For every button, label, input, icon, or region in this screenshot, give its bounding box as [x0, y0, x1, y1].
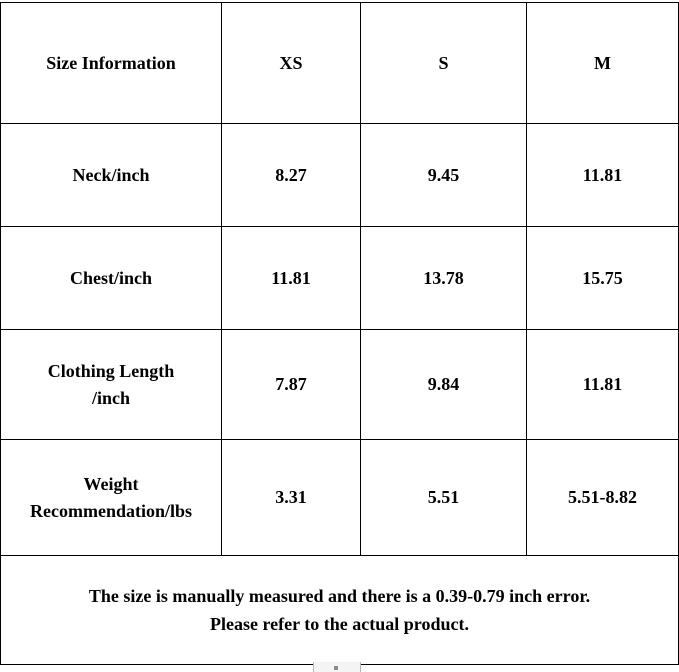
table-row-note [1, 556, 679, 665]
header-cell-size-information: Size Information [1, 3, 222, 124]
bottom-edge-strip [313, 662, 361, 672]
row-label-chest [1, 227, 222, 330]
cell-weight-s: 5.51 [361, 440, 527, 556]
row-label-clothing-length [1, 330, 222, 440]
row-label-clothing-length-line-2: /inch [91, 387, 130, 408]
row-label-weight-line-2: Recommendation/lbs [30, 500, 192, 521]
measurement-note-line-2: Please refer to the actual product. [210, 614, 469, 634]
strip-marker-icon [334, 666, 338, 670]
measurement-note [1, 556, 679, 665]
cell-chest-xs: 11.81 [222, 227, 361, 330]
cell-neck-xs: 8.27 [222, 124, 361, 227]
measurement-note-line-1: The size is manually measured and there is a 0.39-0.79 inch error. [88, 586, 591, 606]
row-label-weight-line-1: Weight [83, 473, 139, 494]
table-row-weight [1, 440, 679, 556]
row-label-weight [1, 440, 222, 556]
cell-weight-m: 5.51-8.82 [527, 440, 679, 556]
header-row [1, 3, 679, 124]
size-chart-table [0, 2, 679, 665]
row-label-neck-line: Neck/inch [72, 164, 150, 185]
cell-length-xs: 7.87 [222, 330, 361, 440]
cell-length-s: 9.84 [361, 330, 527, 440]
cell-chest-m: 15.75 [527, 227, 679, 330]
header-cell-xs: XS [222, 3, 361, 124]
cell-weight-xs: 3.31 [222, 440, 361, 556]
cell-neck-m: 11.81 [527, 124, 679, 227]
cell-neck-s: 9.45 [361, 124, 527, 227]
table-row-neck [1, 124, 679, 227]
row-label-chest-line: Chest/inch [69, 267, 152, 288]
row-label-neck [1, 124, 222, 227]
table-row-chest [1, 227, 679, 330]
header-cell-m: M [527, 3, 679, 124]
table-row-clothing-length [1, 330, 679, 440]
cell-length-m: 11.81 [527, 330, 679, 440]
cell-chest-s: 13.78 [361, 227, 527, 330]
header-cell-s: S [361, 3, 527, 124]
row-label-clothing-length-line-1: Clothing Length [47, 360, 175, 381]
